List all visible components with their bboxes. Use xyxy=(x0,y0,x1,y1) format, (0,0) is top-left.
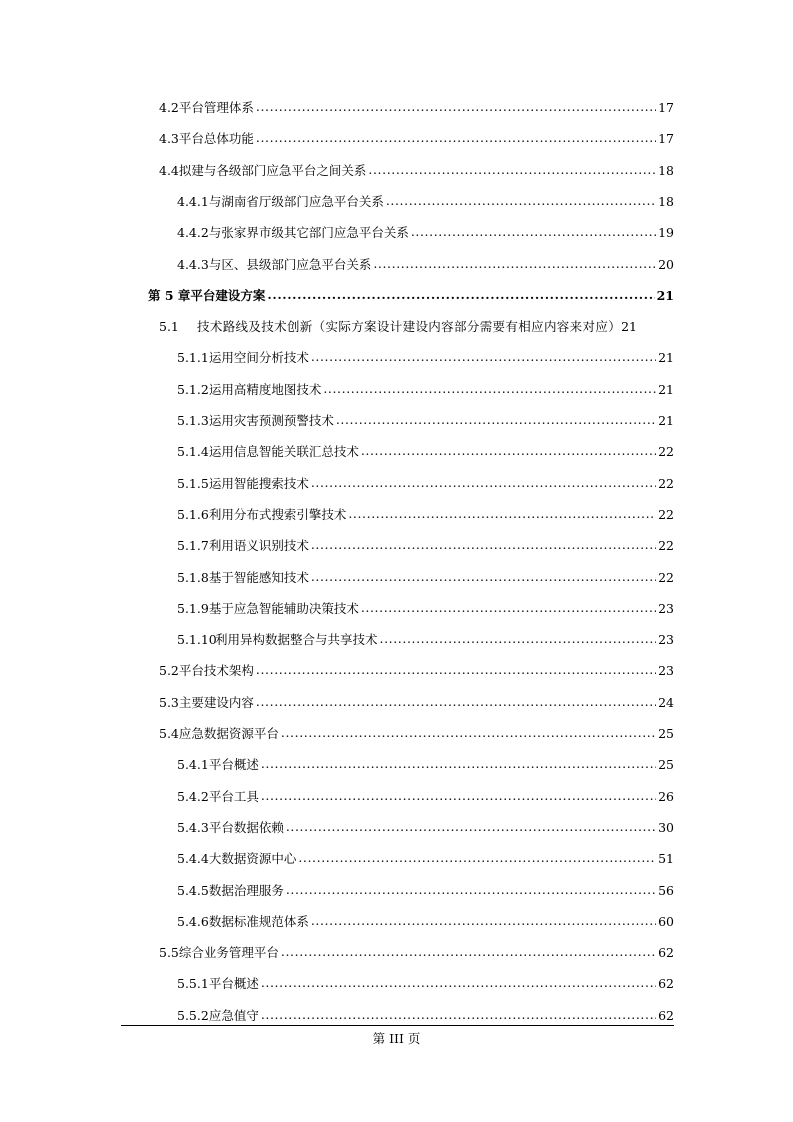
toc-entry-page: 23 xyxy=(658,632,674,647)
toc-entry[interactable] xyxy=(177,754,674,776)
toc-entry[interactable] xyxy=(177,973,674,995)
toc-entry[interactable] xyxy=(177,848,674,870)
toc-dot-leader xyxy=(311,472,656,494)
toc-entry-page: 62 xyxy=(658,945,674,960)
toc-entry-number: 5.1.5 xyxy=(177,476,209,491)
toc-entry-title: 基于应急智能辅助决策技术 xyxy=(208,601,359,616)
toc-entry-page: 20 xyxy=(658,257,674,272)
toc-dot-leader xyxy=(311,910,656,932)
toc-entry[interactable] xyxy=(159,692,674,714)
toc-entry-number: 4.4.2 xyxy=(177,225,209,240)
toc-entry-page: 22 xyxy=(658,507,674,522)
toc-entry[interactable] xyxy=(177,1005,674,1027)
toc-entry[interactable] xyxy=(177,441,674,463)
toc-entry[interactable] xyxy=(159,97,674,119)
toc-entry-title: 平台概述 xyxy=(208,976,259,991)
toc-dot-leader xyxy=(261,753,656,775)
toc-entry[interactable] xyxy=(159,160,674,182)
toc-entry-page: 22 xyxy=(658,444,674,459)
toc-entry[interactable] xyxy=(177,786,674,808)
toc-entry-title: 平台工具 xyxy=(208,789,259,804)
toc-dot-leader xyxy=(361,597,656,619)
toc-dot-leader xyxy=(286,816,656,838)
toc-entry-page: 56 xyxy=(658,883,674,898)
toc-dot-leader xyxy=(373,253,656,275)
toc-entry-number: 4.4 xyxy=(159,163,179,178)
toc-dot-leader xyxy=(261,1004,656,1026)
toc-entry[interactable] xyxy=(177,191,674,213)
toc-entry-page: 17 xyxy=(658,131,674,146)
toc-dot-leader xyxy=(261,785,656,807)
toc-dot-leader xyxy=(267,284,654,306)
toc-entry-number: 5.1.3 xyxy=(177,413,209,428)
toc-entry[interactable] xyxy=(177,504,674,526)
toc-entry-number: 4.2 xyxy=(159,100,179,115)
toc-entry[interactable] xyxy=(177,567,674,589)
toc-entry-title: 应急数据资源平台 xyxy=(178,726,279,741)
toc-entry[interactable] xyxy=(159,723,674,745)
toc-entry-number: 5.2 xyxy=(159,663,179,678)
toc-entry-number: 4.4.1 xyxy=(177,194,209,209)
toc-entry-page: 17 xyxy=(658,100,674,115)
toc-entry-page: 22 xyxy=(658,538,674,553)
toc-entry-page: 26 xyxy=(658,789,674,804)
toc-entry-number: 5.1.7 xyxy=(177,538,209,553)
toc-entry[interactable] xyxy=(177,598,674,620)
toc-entry[interactable] xyxy=(177,379,674,401)
toc-entry-number: 5.4 xyxy=(159,726,179,741)
toc-entry-number: 5.4.1 xyxy=(177,757,209,772)
toc-entry-number: 5.4.2 xyxy=(177,789,209,804)
toc-dot-leader xyxy=(348,503,656,525)
toc-entry[interactable] xyxy=(177,911,674,933)
toc-dot-leader xyxy=(368,159,656,181)
toc-entry-title: 利用异构数据整合与共享技术 xyxy=(215,632,378,647)
toc-entry-number: 5.1 xyxy=(159,319,179,334)
toc-entry-title: 综合业务管理平台 xyxy=(178,945,279,960)
toc-entry-title: 基于智能感知技术 xyxy=(208,570,309,585)
toc-dot-leader xyxy=(256,127,656,149)
toc-entry-title: 数据标准规范体系 xyxy=(208,914,309,929)
toc-entry-page: 60 xyxy=(658,914,674,929)
toc-entry-title: 与湖南省厅级部门应急平台关系 xyxy=(208,194,384,209)
toc-entry-number: 5.5 xyxy=(159,945,179,960)
toc-entry-number: 5.1.4 xyxy=(177,444,209,459)
toc-entry-title: 平台技术架构 xyxy=(178,663,254,678)
toc-entry-title: 平台数据依赖 xyxy=(208,820,284,835)
toc-entry-number: 4.3 xyxy=(159,131,179,146)
toc-dot-leader xyxy=(336,409,656,431)
toc-entry-page: 21 xyxy=(658,350,674,365)
toc-entry-title: 大数据资源中心 xyxy=(208,851,297,866)
toc-entry-number: 5.1.10 xyxy=(177,632,217,647)
toc-dot-leader xyxy=(361,440,656,462)
toc-dot-leader xyxy=(261,972,656,994)
toc-entry-page: 21 xyxy=(658,382,674,397)
toc-entry-number: 第 5 章 xyxy=(148,288,191,303)
toc-entry-number: 5.5.1 xyxy=(177,976,209,991)
toc-entry-page: 21 xyxy=(658,413,674,428)
toc-dot-leader xyxy=(311,566,656,588)
toc-entry-title: 利用分布式搜索引擎技术 xyxy=(208,507,347,522)
toc-dot-leader xyxy=(311,346,656,368)
toc-entry-number: 5.1.2 xyxy=(177,382,209,397)
toc-entry-title: 平台建设方案 xyxy=(190,288,266,303)
toc-entry[interactable] xyxy=(148,285,674,307)
toc-entry[interactable] xyxy=(159,660,674,682)
toc-entry-title: 运用信息智能关联汇总技术 xyxy=(208,444,359,459)
toc-entry[interactable] xyxy=(177,347,674,369)
toc-entry-page: 18 xyxy=(658,194,674,209)
toc-entry-page: 23 xyxy=(658,601,674,616)
toc-entry-number: 5.3 xyxy=(159,695,179,710)
toc-entry-title: 运用灾害预测预警技术 xyxy=(208,413,334,428)
toc-entry-number: 5.4.5 xyxy=(177,883,209,898)
toc-dot-leader xyxy=(298,847,656,869)
toc-entry-page: 30 xyxy=(658,820,674,835)
toc-entry-page: 62 xyxy=(658,1008,674,1023)
toc-entry-title: 拟建与各级部门应急平台之间关系 xyxy=(178,163,367,178)
toc-dot-leader xyxy=(311,534,656,556)
toc-entry-title: 运用智能搜索技术 xyxy=(208,476,309,491)
toc-entry-page: 21 xyxy=(621,319,637,334)
toc-dot-leader xyxy=(323,378,656,400)
toc-entry-page: 25 xyxy=(658,757,674,772)
footer-divider xyxy=(121,1025,674,1026)
toc-entry-page: 24 xyxy=(658,695,674,710)
page-footer: 第 III 页 xyxy=(372,1031,421,1046)
toc-entry-title: 应急值守 xyxy=(208,1008,259,1023)
toc-entry-number: 5.4.3 xyxy=(177,820,209,835)
toc-entry-page: 25 xyxy=(658,726,674,741)
toc-entry[interactable] xyxy=(177,629,674,651)
toc-entry-page: 21 xyxy=(656,288,674,303)
toc-entry[interactable] xyxy=(177,473,674,495)
toc-entry-title: 平台总体功能 xyxy=(178,131,254,146)
toc-entry-page: 62 xyxy=(658,976,674,991)
toc-entry[interactable] xyxy=(177,222,674,244)
toc-dot-leader xyxy=(286,879,656,901)
toc-entry-page: 19 xyxy=(658,225,674,240)
toc-dot-leader xyxy=(256,96,656,118)
toc-entry-title: 利用语义识别技术 xyxy=(208,538,309,553)
toc-entry[interactable] xyxy=(177,817,674,839)
toc-entry-number: 5.4.4 xyxy=(177,851,209,866)
toc-entry-title: 运用高精度地图技术 xyxy=(208,382,322,397)
toc-entry[interactable] xyxy=(177,410,674,432)
toc-entry-title: 平台概述 xyxy=(208,757,259,772)
toc-entry-title: 运用空间分析技术 xyxy=(208,350,309,365)
toc-entry-page: 23 xyxy=(658,663,674,678)
toc-entry-title: 主要建设内容 xyxy=(178,695,254,710)
toc-entry-title: 平台管理体系 xyxy=(178,100,254,115)
toc-entry[interactable] xyxy=(159,942,674,964)
toc-entry-title: 数据治理服务 xyxy=(208,883,284,898)
toc-entry-number: 5.1.6 xyxy=(177,507,209,522)
toc-entry-page: 18 xyxy=(658,163,674,178)
toc-entry[interactable] xyxy=(177,254,674,276)
toc-entry-title: 与区、县级部门应急平台关系 xyxy=(208,257,372,272)
toc-entry-number: 5.1.9 xyxy=(177,601,209,616)
toc-dot-leader xyxy=(411,221,656,243)
toc-entry-number: 5.1.1 xyxy=(177,350,209,365)
toc-entry[interactable] xyxy=(177,535,674,557)
toc-entry-title: 技术路线及技术创新（实际方案设计建设内容部分需要有相应内容来对应） xyxy=(197,319,622,334)
toc-entry-page: 51 xyxy=(658,851,674,866)
toc-dot-leader xyxy=(386,190,656,212)
toc-dot-leader xyxy=(281,941,656,963)
toc-dot-leader xyxy=(256,691,656,713)
toc-entry-number: 4.4.3 xyxy=(177,257,209,272)
toc-entry[interactable] xyxy=(159,316,674,338)
toc-dot-leader xyxy=(256,659,656,681)
toc-entry-page: 22 xyxy=(658,570,674,585)
toc-entry-title: 与张家界市级其它部门应急平台关系 xyxy=(208,225,409,240)
toc-entry-number: 5.5.2 xyxy=(177,1008,209,1023)
toc-dot-leader xyxy=(281,722,656,744)
toc-dot-leader xyxy=(380,628,657,650)
toc-entry-number: 5.1.8 xyxy=(177,570,209,585)
toc-entry-number: 5.4.6 xyxy=(177,914,209,929)
toc-entry-page: 22 xyxy=(658,476,674,491)
toc-entry[interactable] xyxy=(177,880,674,902)
toc-entry[interactable] xyxy=(159,128,674,150)
